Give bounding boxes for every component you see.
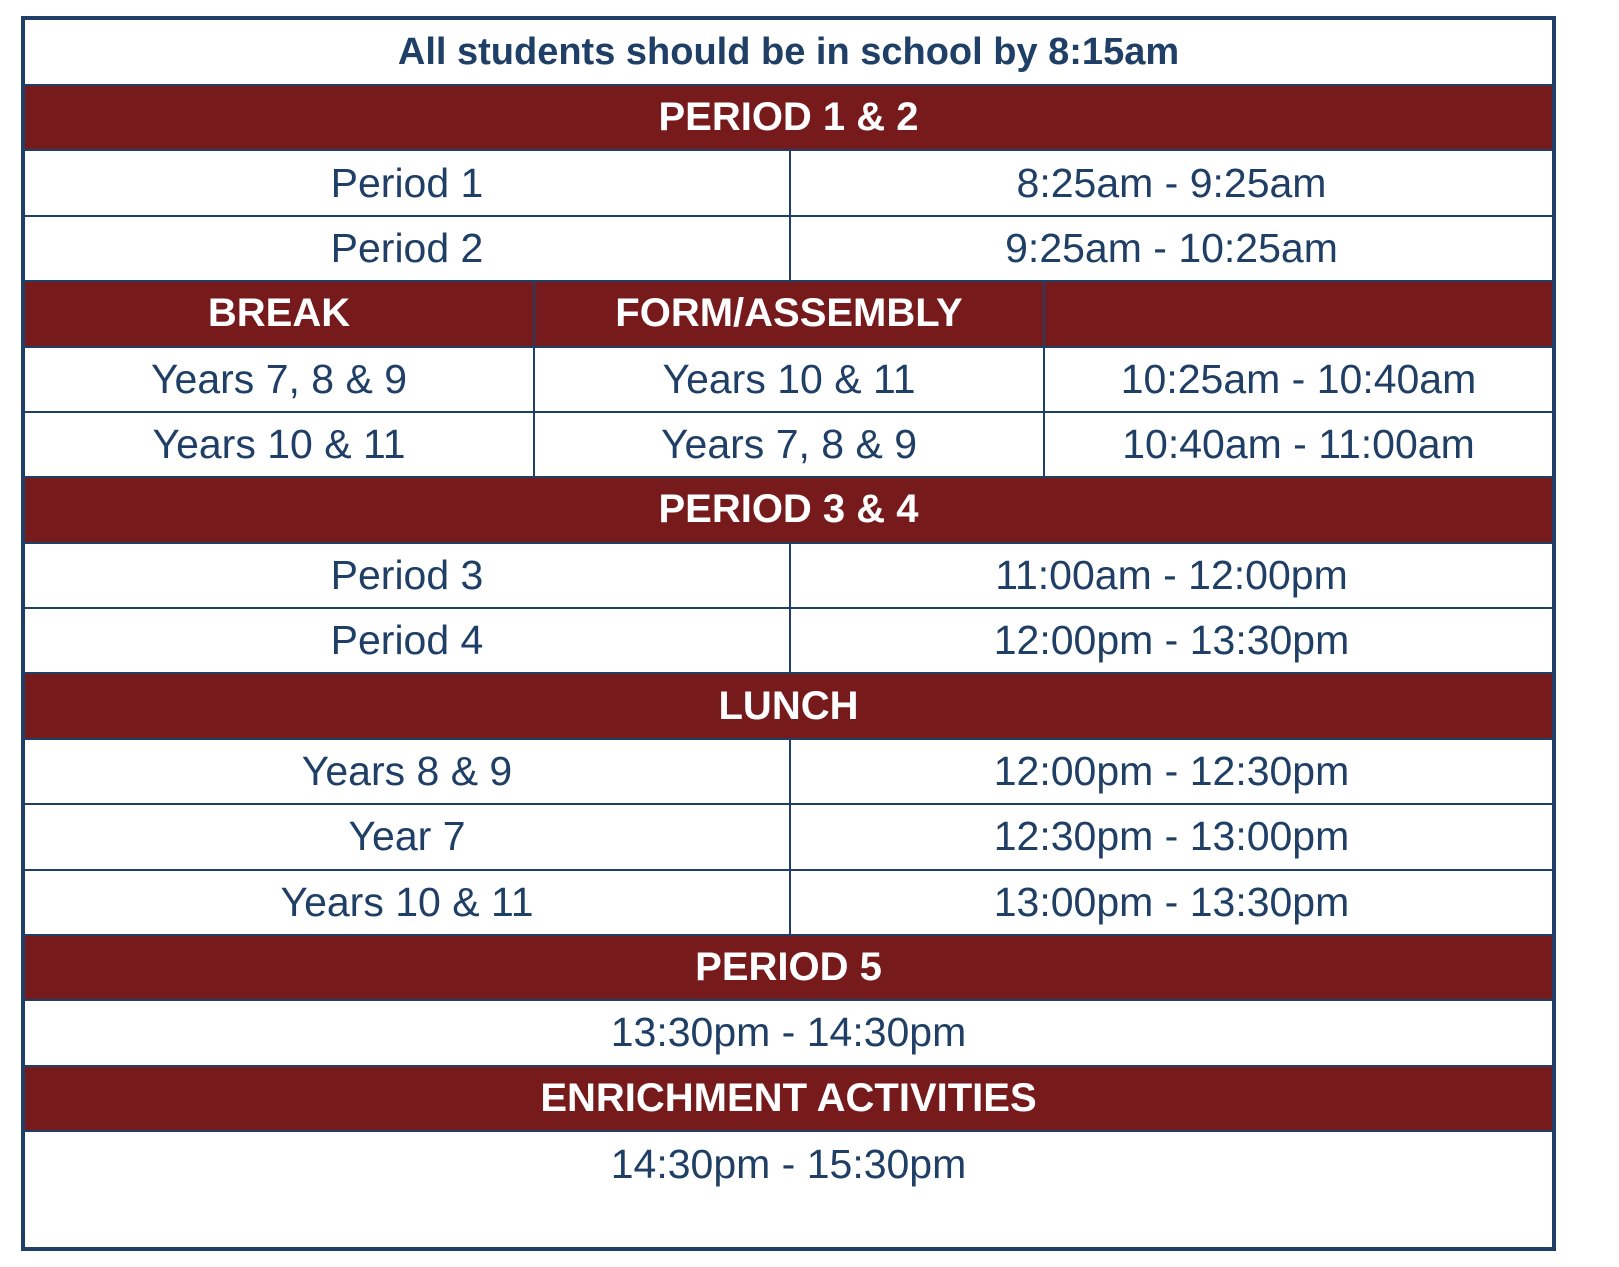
break-years: Years 10 & 11 [25,413,535,478]
row-time: 12:30pm - 13:00pm [791,805,1552,870]
column-header-form-assembly: FORM/ASSEMBLY [535,282,1045,347]
row-label: Period 1 [25,151,791,216]
break-years: Years 7, 8 & 9 [25,348,535,413]
column-header-time [1045,282,1552,347]
row-time: 13:30pm - 14:30pm [25,1001,1552,1066]
row-time: 9:25am - 10:25am [791,217,1552,282]
row-label: Years 8 & 9 [25,740,791,805]
form-years: Years 10 & 11 [535,348,1045,413]
section-header-period-3-4: PERIOD 3 & 4 [25,478,1552,543]
row-time: 10:25am - 10:40am [1045,348,1552,413]
schedule-table [21,16,1556,1251]
form-years: Years 7, 8 & 9 [535,413,1045,478]
section-header-period-1-2: PERIOD 1 & 2 [25,86,1552,151]
row-time: 11:00am - 12:00pm [791,544,1552,609]
row-label: Period 3 [25,544,791,609]
row-label: Years 10 & 11 [25,871,791,936]
row-label: Period 4 [25,609,791,674]
row-time: 12:00pm - 13:30pm [791,609,1552,674]
row-time: 14:30pm - 15:30pm [610,1141,967,1188]
row-time: 12:00pm - 12:30pm [791,740,1552,805]
row-time: 13:00pm - 13:30pm [791,871,1552,936]
row-label: Year 7 [25,805,791,870]
row-time: 10:40am - 11:00am [1045,413,1552,478]
row-label: Period 2 [25,217,791,282]
row-time: 8:25am - 9:25am [791,151,1552,216]
page-title: All students should be in school by 8:15am [25,20,1552,86]
column-header-break: BREAK [25,282,535,347]
section-header-period-5: PERIOD 5 [25,936,1552,1001]
section-header-lunch: LUNCH [25,674,1552,739]
section-header-enrichment: ENRICHMENT ACTIVITIES [25,1067,1552,1132]
